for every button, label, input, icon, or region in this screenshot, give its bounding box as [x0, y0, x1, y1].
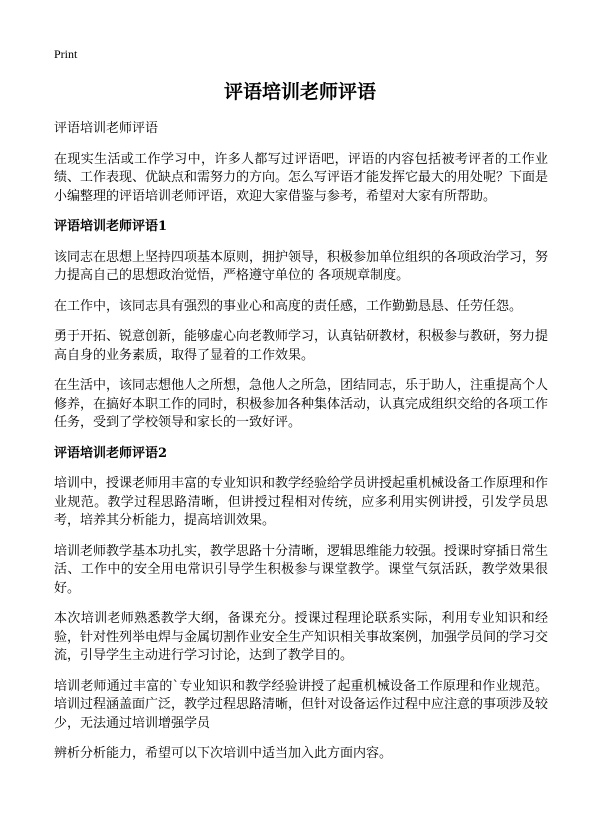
- print-link[interactable]: Print: [54, 47, 78, 61]
- section-heading: 评语培训老师评语2: [54, 445, 168, 461]
- intro-paragraph: 在现实生活或工作学习中，许多人都写过评语吧，评语的内容包括被考评者的工作业绩、工作表现、优缺点和需努力的方向。怎么写评语才能发挥它最大的用处呢？下面是小编整理的评语培训老师评语，欢迎大家借鉴与参考，希望对大家有所帮助。: [54, 151, 549, 204]
- paragraph: 勇于开拓、锐意创新，能够虚心向老教师学习，认真钻研教材，积极参与教研，努力提高自身的业务素质，取得了显着的工作效果。: [54, 329, 549, 363]
- paragraph: 本次培训老师熟悉教学大纲，备课充分。授课过程理论联系实际，利用专业知识和经验，针对性列举电焊与金属切割作业安全生产知识相关事故案例，加强学员间的学习交流，引导学生主动进行学习讨论，达到了教学目的。: [54, 611, 549, 663]
- paragraph: 培训老师教学基本功扎实，教学思路十分清晰，逻辑思维能力较强。授课时穿插日常生活、工作中的安全用电常识引导学生积极参与课堂教学。课堂气氛活跃，教学效果很好。: [54, 543, 549, 596]
- paragraph: 在工作中，该同志具有强烈的事业心和高度的责任感，工作勤勤恳恳、任劳任怨。: [54, 298, 523, 314]
- article-content: [54, 120, 548, 776]
- paragraph: 该同志在思想上坚持四项基本原则，拥护领导，积极参加单位组织的各项政治学习，努力提高自己的思想政治觉悟，严格遵守单位的 各项规章制度。: [54, 249, 549, 283]
- section-heading: 评语培训老师评语1: [54, 219, 168, 234]
- page-title: 评语培训老师评语: [223, 81, 376, 103]
- paragraph: 培训中，授课老师用丰富的专业知识和教学经验给学员讲授起重机械设备工作原理和作业规范。教学过程思路清晰，但讲授过程相对传统，应多利用实例讲授，引发学员思考，培养其分析能力，提高培训效果。: [54, 476, 549, 528]
- intro-subtitle: 评语培训老师评语: [54, 121, 159, 136]
- paragraph: 辨析分析能力，希望可以下次培训中适当加入此方面内容。: [54, 746, 393, 761]
- paragraph: 在生活中，该同志想他人之所想，急他人之所急，团结同志，乐于助人，注重提高个人修养，在搞好本职工作的同时，积极参加各种集体活动，认真完成组织交给的各项工作任务，受到了学校领导和家长的一致好评。: [54, 378, 549, 430]
- paragraph: 培训老师通过丰富的`专业知识和教学经验讲授了起重机械设备工作原理和作业规范。培训过程涵盖面广泛，教学过程思路清晰，但针对设备运作过程中应注意的事项涉及较少，无法通过培训增强学员: [54, 678, 549, 731]
